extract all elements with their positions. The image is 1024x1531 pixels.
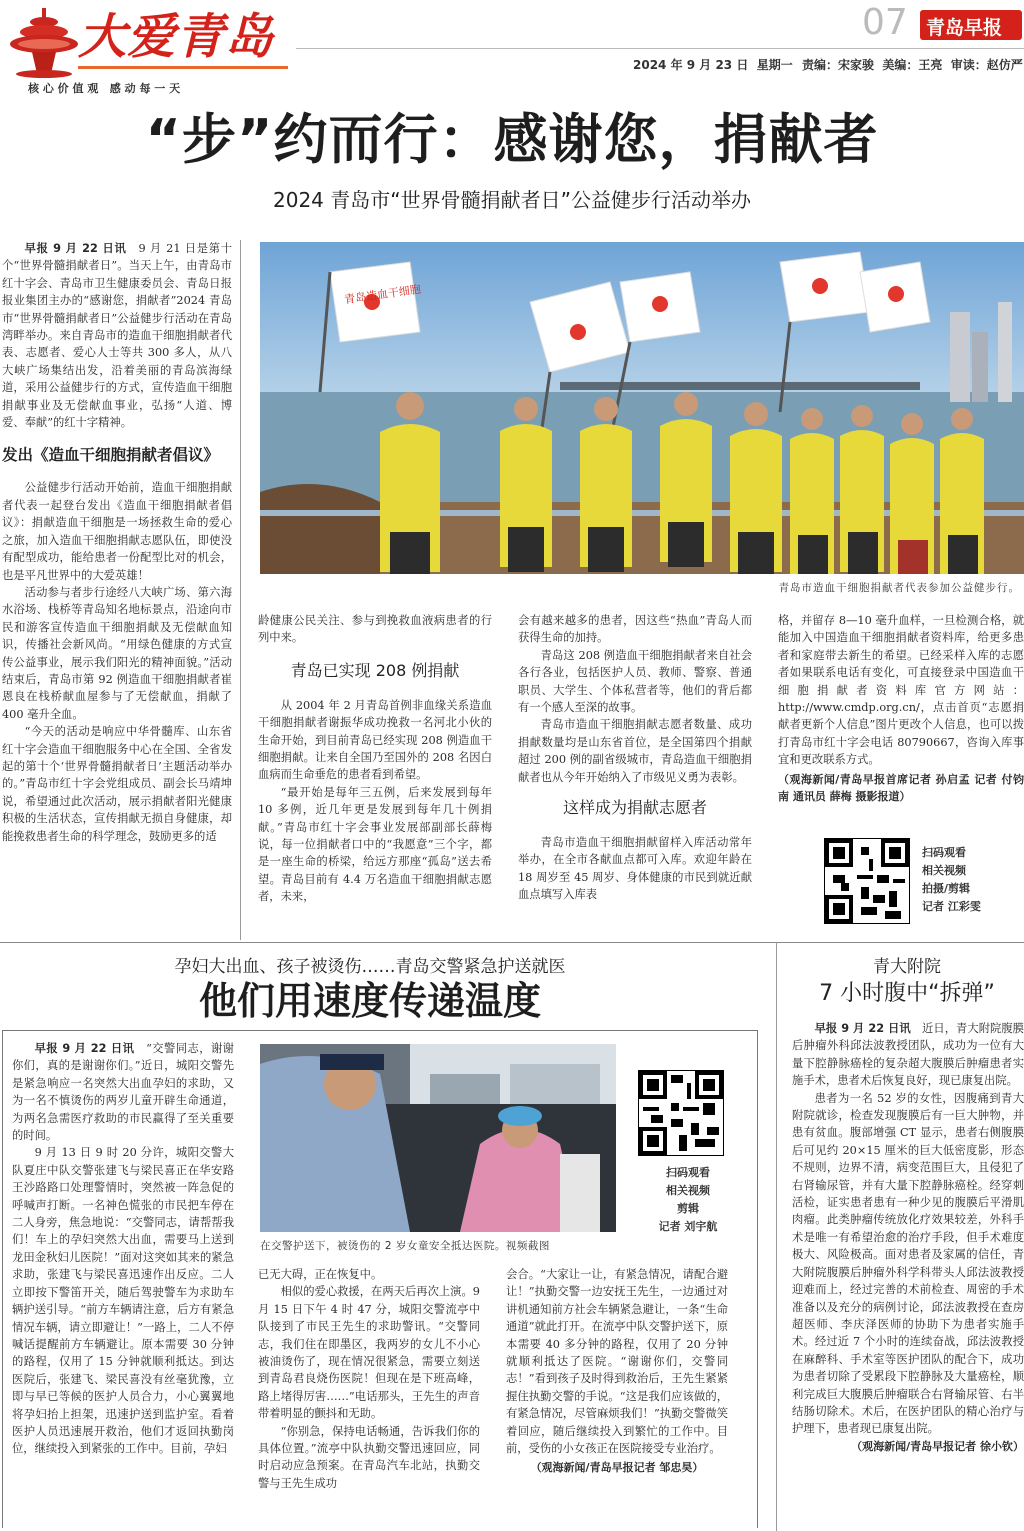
story1-col3-p1: 会有越来越多的患者，因这些“热血”青岛人而获得生命的加持。 xyxy=(518,614,752,645)
masthead-rule xyxy=(296,48,1024,49)
dateline: 2024 年 9 月 23 日 星期一 xyxy=(633,58,793,72)
story3-p1: 近日，青大附院腹膜后肿瘤外科邱法波教授团队，成功为一位有大量下腔静脉癌栓的复杂超大腹膜后肿瘤患者实施手术，患者术后恢复良好，现已康复出院。 xyxy=(792,1022,1024,1088)
story1-col3-p2: 青岛这 208 例造血干细胞捐献者来自社会各行各业，包括医护人员、教师、警察、普通职员、大学生、个体私营者等，他们的背后都有一个感人至深的故事。 xyxy=(518,648,752,715)
qr-caption-line: 记者 刘宇航 xyxy=(658,1220,718,1233)
story2-photo-caption: 在交警护送下，被烫伤的 2 岁女童安全抵达医院。视频截图 xyxy=(260,1240,550,1252)
story1-section1-title: 发出《造血干细胞捐献者倡议》 xyxy=(2,446,220,465)
flag-lettering: 青岛造血干细胞 xyxy=(343,282,422,307)
tower-logo-icon xyxy=(6,8,84,78)
story1-col2-p3: “最开始是每年三五例，后来发展到每年 10 多例，近几年更是发展到每年几十例捐献。”青岛市红十字会事业发展部副部长薛梅说，每一位捐献者口中的“我愿意”三个字，都是一座生命的桥梁，给远方那座“孤岛”送去希望。青岛目前有 4.4 万名造血干细胞捐献志愿者，未来， xyxy=(258,785,492,904)
column-name-underline xyxy=(78,66,288,69)
story1-lead: 早报 9 月 22 日讯 xyxy=(24,242,127,255)
qr-caption-line: 扫码观看 xyxy=(922,846,966,859)
story2-qr-caption xyxy=(628,1164,748,1236)
column-name: 大爱青岛 xyxy=(78,9,275,65)
column-rule xyxy=(240,240,241,940)
qr-caption-line: 剪辑 xyxy=(677,1202,699,1215)
qr-code-icon xyxy=(825,839,909,923)
story1-qr-caption xyxy=(922,844,1022,916)
story1-col2-p1: 龄健康公民关注、参与到挽救血液病患者的行列中来。 xyxy=(258,614,492,645)
story1-photo-caption: 青岛市造血干细胞捐献者代表参加公益健步行。 xyxy=(778,582,1020,594)
story1-section3-title: 这样成为捐献志愿者 xyxy=(562,798,707,818)
story1-col4 xyxy=(778,612,1024,826)
story1-col3 xyxy=(518,612,752,932)
paper-name: 青岛早报 xyxy=(926,17,1003,39)
story3-body xyxy=(792,1020,1024,1528)
qr-caption-line: 拍摄/剪辑 xyxy=(922,882,971,895)
story2-photo xyxy=(260,1044,616,1232)
story1-photo xyxy=(260,242,1024,574)
story2-col3-p1: 会合。“大家让一让，有紧急情况，请配合避让！”执勤交警一边安抚王先生，一边通过对讲机通知前方社会车辆紧急避让，一条“生命通道”就此打开。在流亭中队交警护送下，原本需要 40 多分钟的路程，仅用了 20 分钟就顺利抵达了医院。“谢谢你们，交警同志！”看到孩子及时得到救治后，王先生紧紧握住执勤交警的手说。“这是我们应该做的，有紧急情况，尽管麻烦我们！”执勤交警微笑着回应，随后继续投入到繁忙的工作中。目前，受伤的小女孩正在医院接受专业治疗。 xyxy=(506,1268,728,1456)
story2-lead: 早报 9 月 22 日讯 xyxy=(34,1042,135,1055)
qr-code-icon xyxy=(639,1071,723,1155)
story1-col4-p1: 格，并留存 8—10 毫升血样，一旦检测合格，就能加入中国造血干细胞捐献者资料库，给更多患者和家庭带去新生的希望。已经采样入库的志愿者如果联系电话有变化，可直接登录中国造血干细胞捐献者资料库官方网站：http://www.cmdp.org.cn/，点击首页“志愿捐献者更新个人信息”图片更改个人信息，也可以拨打青岛市红十字会电话 80790667，咨询入库事宜和更改联系方式。 xyxy=(778,614,1024,767)
story2-col1-p2: 9 月 13 日 9 时 20 分许，城阳交警大队夏庄中队交警张建飞与梁民喜正在华安路王沙路路口处理警情时，突然被一阵急促的呼喊声打断。一名神色慌张的市民把车停在二人身旁，焦急地说：“交警同志，请帮帮我们！车上的孕妇突然大出血，需要马上送到龙田金秋妇儿医院！”面对这突如其来的紧急求助，张建飞与梁民喜迅速作出反应。二人立即按下警笛开关，随后驾驶警车为求助车辆护送引导。“前方车辆请注意，后方有紧急情况车辆，请立即避让！”一路上，二人不停喊话提醒前方车辆避让。原本需要 30 分钟的路程，仅用了 15 分钟就顺利抵达。到达医院后，张建飞、梁民喜没有丝毫犹豫，立即与早已等候的医护人员合力，小心翼翼地将孕妇抬上担架，迅速护送到监护室。看着医护人员迅速展开救治，他们才返回执勤岗位，继续投入到紧张的工作中。目前，孕妇 xyxy=(12,1146,234,1456)
story2-col1-p1: “交警同志，谢谢你们，真的是谢谢你们。”近日，城阳交警先是紧急响应一名突然大出血孕妇的求助，又为一名不慎烫伤的两岁儿童开辟生命通道，为两名急需医疗救助的市民赢得了至关重要的时间。 xyxy=(12,1042,234,1143)
story2-col2-p2: 相似的爱心救援，在两天后再次上演。9 月 15 日下午 4 时 47 分，城阳交警流亭中队接到了市民王先生的求助警讯。“交警同志，我们住在即墨区，我两岁的女儿不小心被油烫伤了，现在情况很紧急，需要立刻送到青岛君良烧伤医院！但现在是下班高峰，路上堵得厉害……”电话那头，王先生的声音带着明显的颤抖和无助。 xyxy=(258,1285,480,1421)
story1-col3-p4: 青岛市造血干细胞捐献留样入库活动常年举办，在全市各献血点都可入库。欢迎年龄在 18 周岁至 45 周岁、身体健康的市民到就近献血点填写入库表 xyxy=(518,836,752,902)
story1-col2-p2: 从 2004 年 2 月青岛首例非血缘关系造血干细胞捐献者谢振华成功挽救一名河北小伙的生命开始，到目前青岛已经实现 208 例造血干细胞捐献。让来自全国乃至国外的 208 名因白血病而生命垂危的患者看到希望。 xyxy=(258,698,492,782)
story1-headline: “步”约而行：感谢您，捐献者 xyxy=(145,108,879,171)
story1-col1-p2: 公益健步行活动开始前，造血干细胞捐献者代表一起登台发出《造血干细胞捐献者倡议》：捐献造血干细胞是一场拯救生命的爱心之旅，加入造血干细胞捐献志愿队伍，即使没有配型成功，能给患者一份配型比对的机会，也是平凡世界中的大爱英雄！ xyxy=(2,481,232,582)
story3-headline: 7 小时腹中“拆弹” xyxy=(819,981,995,1006)
story2-byline: （观海新闻/青岛早报记者 邹忠昊） xyxy=(530,1461,704,1475)
story1-section2-title: 青岛已实现 208 例捐献 xyxy=(290,660,460,680)
story1-col1-p1: 9 月 21 日是第十个“世界骨髓捐献者日”。当天上午，由青岛市红十字会、青岛市卫生健康委员会、青岛日报报业集团主办的“感谢您，捐献者”2024 青岛市“世界骨髓捐献者日”公益健步行活动在青岛湾畔举办。来自青岛市的造血干细胞捐献者代表、志愿者、爱心人士等共 300 多人，从八大峡广场集结出发，沿着美丽的青岛滨海绿道，采用公益健步行的方式，宣传造血干细胞捐献事业及无偿献血事业，弘扬“人道、博爱、奉献”的红十字精神。 xyxy=(2,242,232,430)
story2-kicker: 孕妇大出血、孩子被烫伤……青岛交警紧急护送就医 xyxy=(174,957,566,977)
police-escort-image xyxy=(260,1044,616,1232)
qr-caption-line: 扫码观看 xyxy=(666,1166,710,1179)
story1-byline: （观海新闻/青岛早报首席记者 孙启孟 记者 付钧南 通讯员 薛梅 摄影报道） xyxy=(778,772,1024,804)
qr-caption-line: 相关视频 xyxy=(922,864,966,877)
story1-col3-p3: 青岛市造血干细胞捐献志愿者数量、成功捐献数量均是山东省首位，是全国第四个捐献超过 200 例的副省级城市，青岛造血干细胞捐献者也从今年开始纳入了市级见义勇为表彰。 xyxy=(518,718,752,784)
story3-byline: （观海新闻/青岛早报记者 徐小钦） xyxy=(851,1439,1024,1453)
story3-lead: 早报 9 月 22 日讯 xyxy=(814,1022,911,1035)
column-rule xyxy=(776,942,777,1531)
story3-p2: 患者为一名 52 岁的女性，因腹痛到青大附院就诊，检查发现腹膜后有一巨大肿物，并患有贫血。腹部增强 CT 显示，患者右侧腹膜后可见约 20×15 厘米的巨大低密度影，形态不规则，边界不清，病变范围巨大，且侵犯了右肾输尿管，并有大量下腔静脉癌栓。经穿刺活检，证实患者患有一种少见的腹膜后平滑肌肉瘤。此类肿瘤传统放化疗效果较差，外科手术是唯一有希望治愈的治疗手段，但手术难度极大、风险极高。面对患者及家属的信任，青大附院腹膜后肿瘤外科学科带头人邱法波教授迎难而上，经过完善的术前检查、周密的手术准备以及充分的病例讨论，邱法波教授在查房超医师、李庆泽医师的协助下为患者实施手术。经过近 7 个小时的连续奋战，邱法波教授在麻醉科、手术室等医护团队的配合下，成功为患者切除了受累段下腔静脉及大量癌栓，顺利完成巨大腹膜后肿瘤联合右肾输尿管、右半结肠切除术。术后，在医护团队的精心治疗与护理下，患者现已康复出院。 xyxy=(792,1091,1024,1436)
page-number: 07 xyxy=(862,2,908,43)
story2-col1 xyxy=(12,1040,234,1520)
masthead xyxy=(0,0,1024,100)
story1-subhead: 2024 青岛市“世界骨髓捐献者日”公益健步行活动举办 xyxy=(273,188,751,212)
story3-kicker: 青大附院 xyxy=(873,957,941,977)
story2-qr-code xyxy=(638,1070,724,1156)
section-divider xyxy=(0,942,1024,943)
paper-name-badge xyxy=(920,10,1022,40)
story2-headline: 他们用速度传递温度 xyxy=(198,979,541,1023)
qr-caption-line: 相关视频 xyxy=(666,1184,710,1197)
story1-col1-p4: “今天的活动是响应中华骨髓库、山东省红十字会造血干细胞服务中心在全国、全省发起的第十个‘世界骨髓捐献者日’主题活动举办的。”青岛市红十字会党组成员、副会长马靖坤说，希望通过此次活动，展示捐献者阳光健康积极的生活状态，宣传捐献无损自身健康，却能挽救患者生命的科学理念，鼓励更多的适 xyxy=(2,725,232,843)
slogan: 核 心 价 值 观 感 动 每 一 天 xyxy=(28,82,181,95)
story2-col2-p3: “你别急，保持电话畅通，告诉我们你的具体位置。”流亭中队执勤交警迅速回应，同时启动应急预案。在青岛汽车北站，执勤交警与王先生成功 xyxy=(258,1424,480,1490)
story1-col1-p3: 活动参与者步行途经八大峡广场、第六海水浴场、栈桥等青岛知名地标景点，沿途向市民和游客宣传造血干细胞捐献及无偿献血知识，传播社会新风尚。“用绿色健康的方式宣传公益事业，展示我们阳光的精神面貌。”活动结束后，青岛市第 92 例造血干细胞捐献者崔恩良在栈桥献血屋参与了无偿献血，捐献了 400 毫升全血。 xyxy=(2,585,232,721)
story1-col2 xyxy=(258,612,492,932)
editors: 责编：宋家骏 美编：王亮 审读：赵仿严 xyxy=(802,58,1023,72)
story2-col3 xyxy=(506,1266,728,1528)
qr-caption-line: 记者 江彩雯 xyxy=(922,900,981,913)
story1-qr-code xyxy=(824,838,910,924)
story2-col2-p1: 已无大碍，正在恢复中。 xyxy=(258,1268,383,1281)
story2-col2 xyxy=(258,1266,480,1524)
story1-col1 xyxy=(2,240,232,940)
